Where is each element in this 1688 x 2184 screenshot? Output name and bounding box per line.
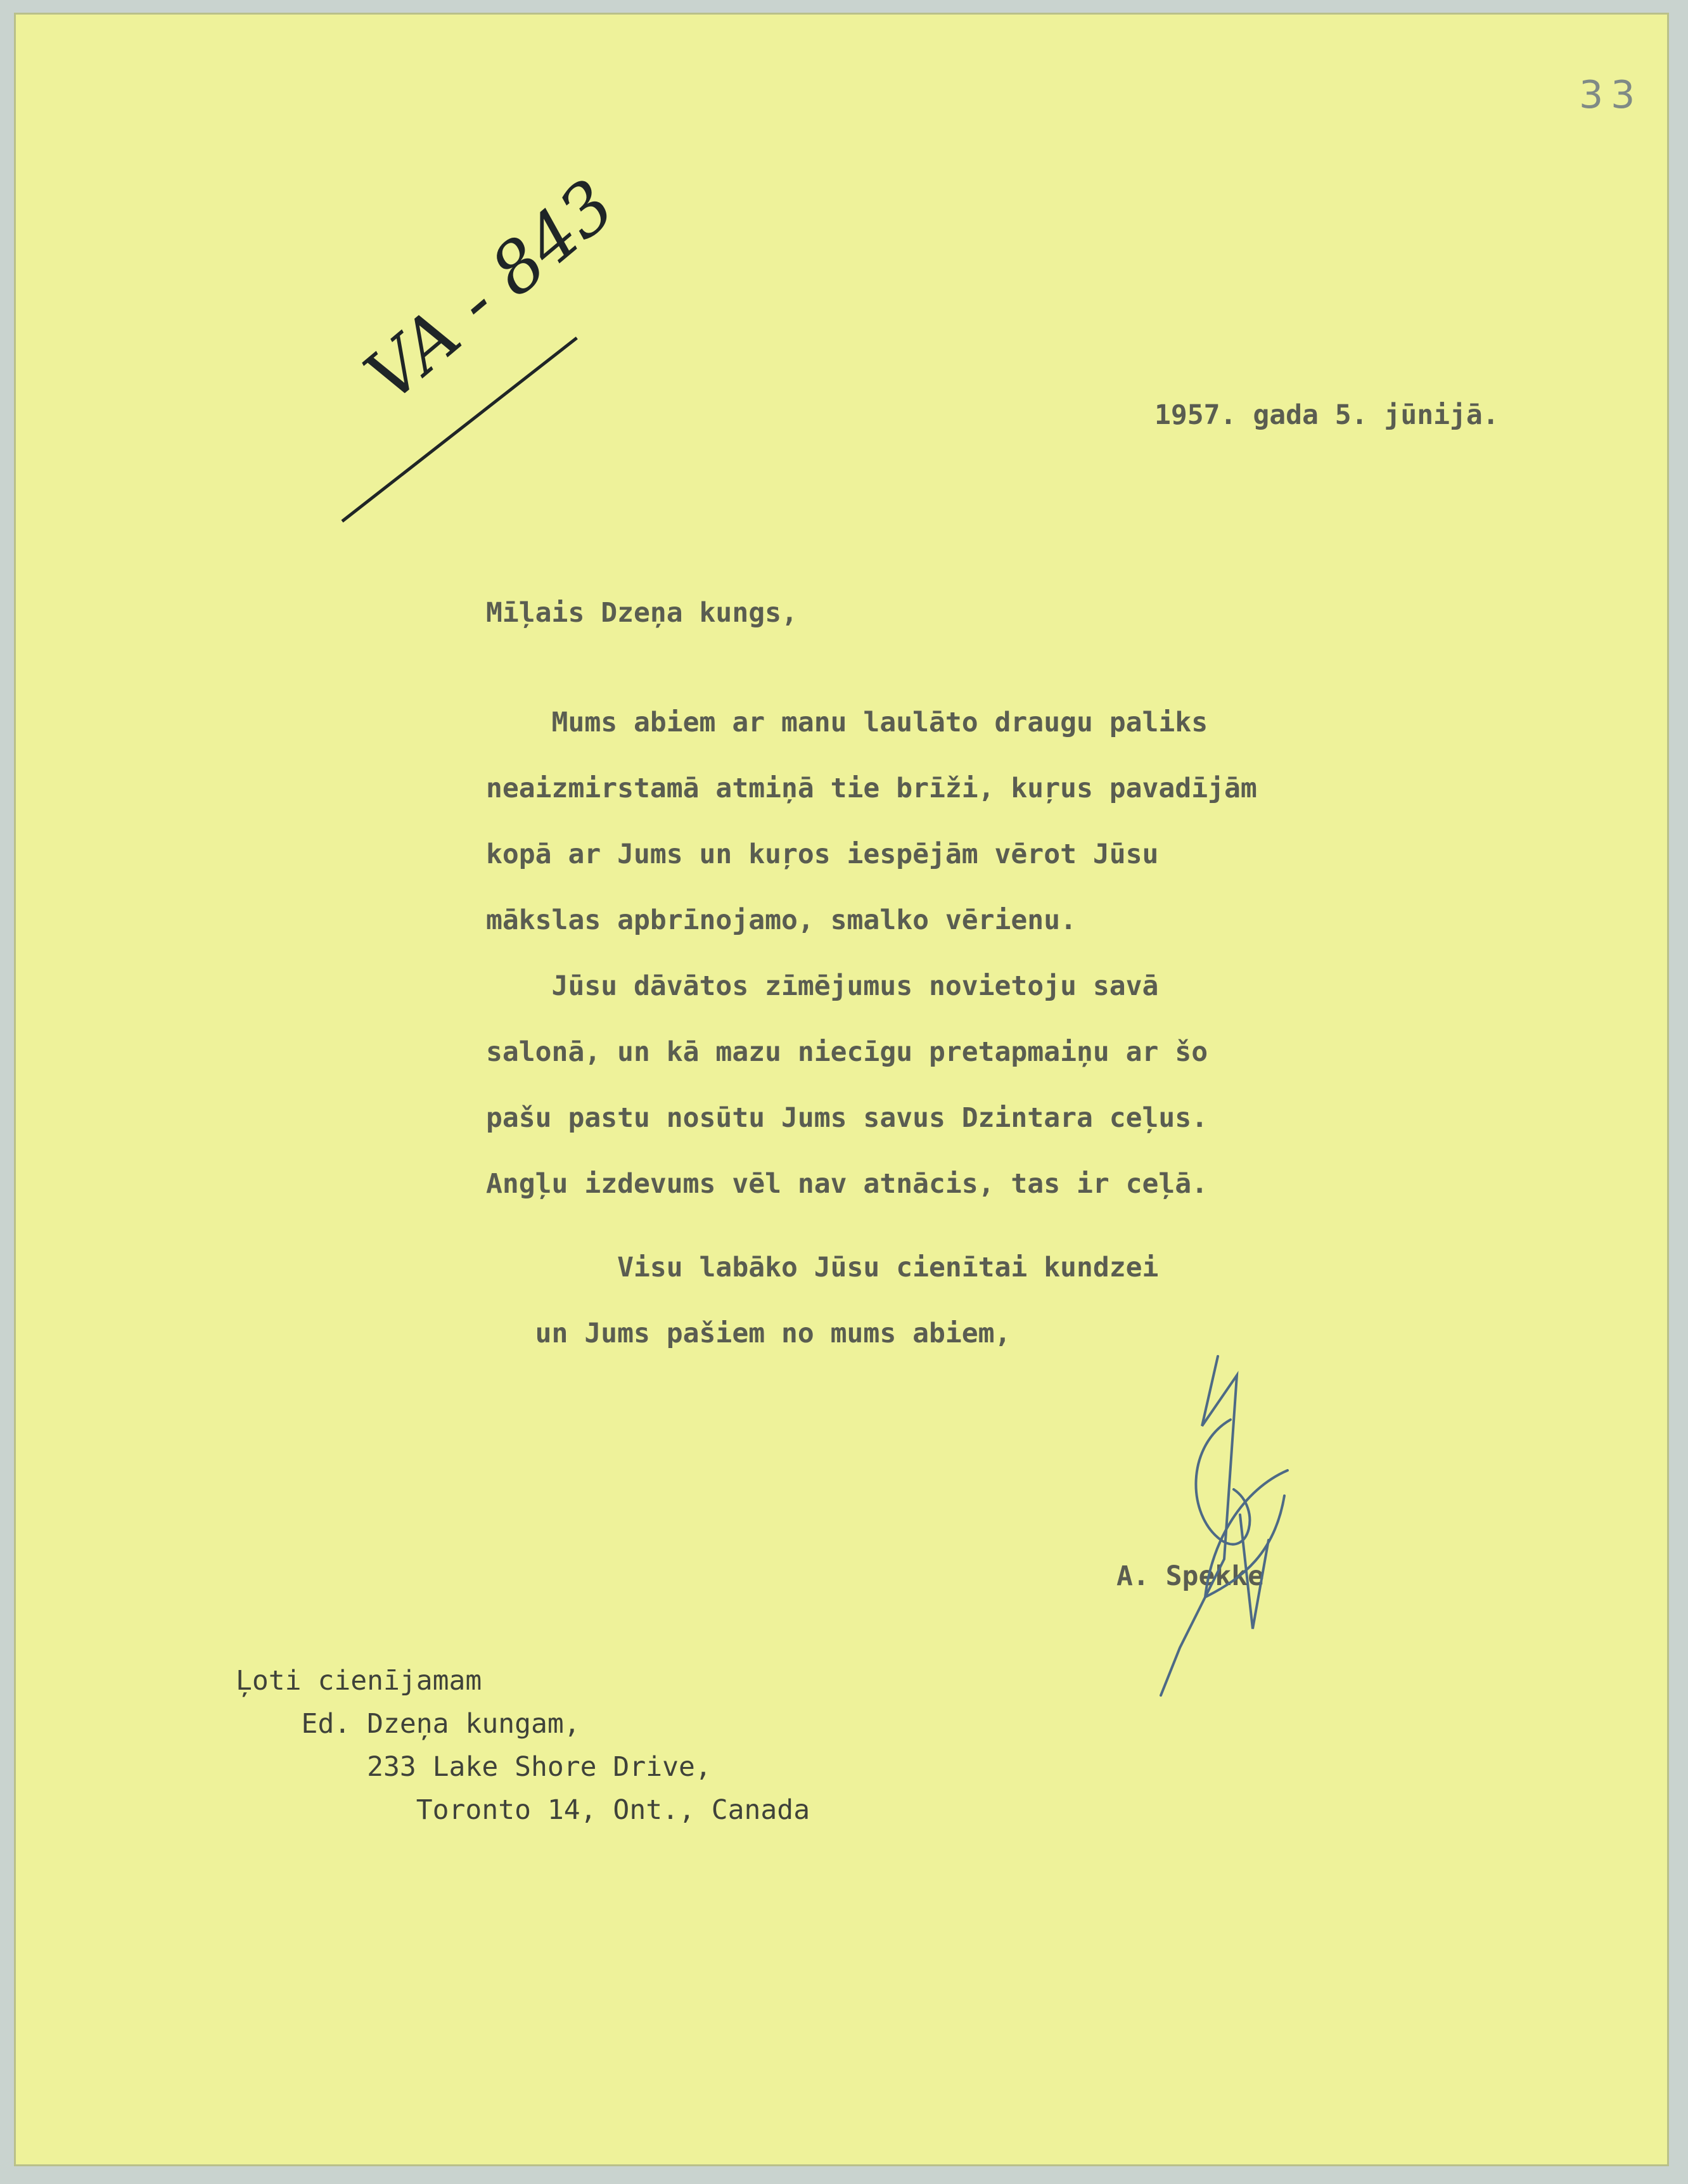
page-number: 33: [1579, 73, 1643, 117]
handwritten-reference-note: VA - 843: [350, 164, 630, 418]
signer-name: A. Spekke: [1116, 1560, 1264, 1592]
letter-paragraph-1: Mums abiem ar manu laulāto draugu paliks neaizmirstamā atmiņā tie brīži, kuŗus pavadījām kopā ar Jums un kuŗos iespējām vērot Jūsu mākslas apbrīnojamo, smalko vērienu.: [486, 707, 1257, 936]
handwritten-signature: [1142, 1350, 1307, 1705]
addressee-block: Ļoti cienījamam Ed. Dzeņa kungam, 233 Lake Shore Drive, Toronto 14, Ont., Canada: [236, 1665, 810, 1826]
letter-closing: Visu labāko Jūsu cienītai kundzei un Jums pašiem no mums abiem,: [535, 1252, 1159, 1349]
letter-greeting: Mīļais Dzeņa kungs,: [486, 597, 798, 629]
letter-paragraph-2: Jūsu dāvātos zīmējumus novietoju savā salonā, un kā mazu niecīgu pretapmaiņu ar šo pašu pastu nosūtu Jums savus Dzintara ceļus. Angļu izdevums vēl nav atnācis, tas ir ceļā.: [486, 970, 1208, 1200]
letter-date: 1957. gada 5. jūnijā.: [1154, 399, 1499, 431]
letter-paper: [14, 13, 1669, 2166]
